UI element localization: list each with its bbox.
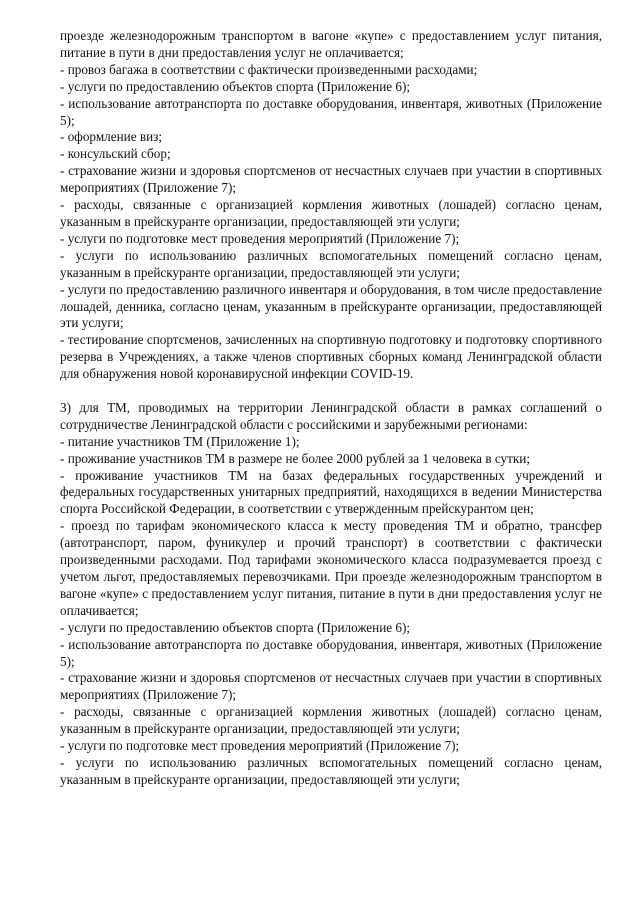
paragraph-vehicle-transport: - использование автотранспорта по доставке оборудования, инвентаря, животных (Приложение 5); bbox=[60, 95, 602, 128]
paragraph-sports-facilities: - услуги по предоставлению объектов спорта (Приложение 6); bbox=[60, 78, 411, 94]
paragraph-rail-travel-continuation: проезде железнодорожным транспортом в вагоне «купе» с предоставлением услуг питания, питание в пути в дни предоставления услуг не оплачивается; bbox=[60, 28, 602, 60]
paragraph-section-3-heading: 3) для ТМ, проводимых на территории Ленинградской области в рамках соглашений о сотрудничестве Ленинградской области с российскими и зарубежными регионами: bbox=[60, 399, 602, 432]
paragraph-meals: - питание участников ТМ (Приложение 1); bbox=[60, 433, 300, 449]
paragraph-accommodation-limit: - проживание участников ТМ в размере не более 2000 рублей за 1 человека в сутки; bbox=[60, 450, 531, 466]
document-page bbox=[60, 28, 602, 789]
paragraph-sports-facilities-2: - услуги по предоставлению объектов спорта (Приложение 6); bbox=[60, 619, 411, 635]
paragraph-accommodation-federal: - проживание участников ТМ на базах федеральных государственных учреждений и федеральных государственных унитарных предприятий, находящихся в ведении Министерства спорта Российской Федерации, в соответствии с утвержденным прейскурантом цен; bbox=[60, 467, 602, 517]
paragraph-venue-preparation-2: - услуги по подготовке мест проведения мероприятий (Приложение 7); bbox=[60, 738, 460, 754]
paragraph-equipment-rental: - услуги по предоставлению различного инвентаря и оборудования, в том числе предоставление лошадей, денника, согласно ценам, указанным в прейскуранте организации, предоставляющей эти услуги; bbox=[60, 281, 602, 331]
paragraph-baggage: - провоз багажа в соответствии с фактически произведенными расходами; bbox=[60, 61, 478, 77]
paragraph-covid-testing: - тестирование спортсменов, зачисленных на спортивную подготовку и подготовку спортивного резерва в Учреждениях, а также членов спортивных сборных команд Ленинградской области для обнаружения новой коронавирусной инфекции COVID-19. bbox=[60, 332, 602, 382]
paragraph-visas: - оформление виз; bbox=[60, 129, 163, 145]
paragraph-auxiliary-premises: - услуги по использованию различных вспомогательных помещений согласно ценам, указанным в прейскуранте организации, предоставляющей эти услуги; bbox=[60, 247, 602, 280]
paragraph-insurance: - страхование жизни и здоровья спортсменов от несчастных случаев при участии в спортивных мероприятиях (Приложение 7); bbox=[60, 163, 602, 196]
paragraph-spacer bbox=[60, 383, 602, 400]
paragraph-vehicle-transport-2: - использование автотранспорта по доставке оборудования, инвентаря, животных (Приложение 5); bbox=[60, 636, 602, 669]
paragraph-venue-preparation: - услуги по подготовке мест проведения мероприятий (Приложение 7); bbox=[60, 230, 460, 246]
paragraph-auxiliary-premises-2: - услуги по использованию различных вспомогательных помещений согласно ценам, указанным в прейскуранте организации, предоставляющей эти услуги; bbox=[60, 754, 602, 787]
paragraph-economy-travel: - проезд по тарифам экономического класса к месту проведения ТМ и обратно, трансфер (автотранспорт, паром, фуникулер и прочий транспорт) в соответствии с фактически произведенными расходами. Под тарифами экономического класса подразумевается проезд с учетом льгот, предоставляемых перевозчиками. При проезде железнодорожным транспортом в вагоне «купе» с предоставлением услуг питания, питание в пути в дни предоставления услуг не оплачивается; bbox=[60, 518, 602, 618]
paragraph-consular-fee: - консульский сбор; bbox=[60, 146, 171, 162]
paragraph-animal-feeding-2: - расходы, связанные с организацией кормления животных (лошадей) согласно ценам, указанным в прейскуранте организации, предоставляющей эти услуги; bbox=[60, 704, 602, 737]
paragraph-animal-feeding: - расходы, связанные с организацией кормления животных (лошадей) согласно ценам, указанным в прейскуранте организации, предоставляющей эти услуги; bbox=[60, 197, 602, 229]
paragraph-insurance-2: - страхование жизни и здоровья спортсменов от несчастных случаев при участии в спортивных мероприятиях (Приложение 7); bbox=[60, 670, 602, 703]
